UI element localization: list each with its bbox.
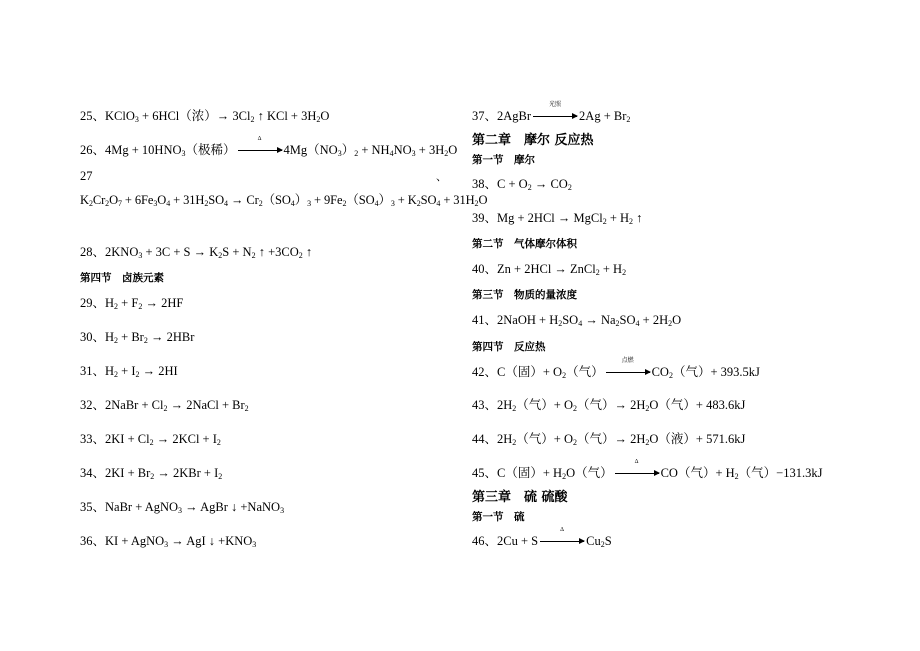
equation-42: 42、C（固）+ $O_2$（气） 点燃 $CO_2$（气）+ 393.5kJ <box>472 358 760 380</box>
equation-41: 41、2NaOH + $H_2SO_4 \to Na_2SO_4 + 2H_2O$ <box>472 313 682 328</box>
equation-39: 39、Mg + 2HCl → MgCl$_2$ + $H_2$ ↑ <box>472 211 643 226</box>
reaction-arrow: 点燃 <box>606 365 650 381</box>
equation-36: 36、KI + AgNO$_3$ → AgI ↓ $+KNO_3$ <box>80 534 257 549</box>
equation-25: 25、KClO$_3$ + 6HCl（浓）→ $3Cl_2$ ↑ KCl + $3H_2O$ <box>80 109 330 124</box>
equation-40: 40、Zn + 2HCl → ZnCl$_2$ + $H_2$ <box>472 262 627 277</box>
section-heading-mole: 第一节 摩尔 <box>472 154 535 166</box>
equation-32: 32、2NaBr + $Cl_2$ → 2NaCl + $Br_2$ <box>80 398 249 413</box>
equation-33: 33、$2KI + Cl_2 \to 2KCl + I_2$ <box>80 432 221 447</box>
reaction-arrow: 光照 <box>533 109 577 125</box>
chapter-heading-mole: 第二章 摩尔 反应热 <box>472 133 594 148</box>
reaction-arrow: Δ <box>540 534 584 550</box>
chapter-heading-sulfur: 第三章 硫 硫酸 <box>472 490 568 505</box>
equation-46: 46、2Cu + S Δ $Cu_2S$ <box>472 527 612 549</box>
equation-26: 26、$4Mg + 10HNO_3$（极稀） Δ $4Mg(NO_3)_2 + NH_4NO_3 + 3H_2O$ <box>80 136 458 158</box>
equation-30: 30、$H_2 + Br_2 \to 2HBr$ <box>80 330 195 345</box>
section-heading-sulfur: 第一节 硫 <box>472 511 525 523</box>
equation-38: 38、$C + O_2 \to CO_2$ <box>472 177 572 192</box>
section-heading-gas-molar-volume: 第二节 气体摩尔体积 <box>472 238 577 250</box>
reaction-arrow: Δ <box>238 143 282 159</box>
equation-37: 37、2AgBr 光照 $2Ag + Br_2$ <box>472 102 631 124</box>
equation-27-mark: 、 <box>436 171 447 183</box>
section-heading-reaction-heat: 第四节 反应热 <box>472 341 546 353</box>
equation-27: $K_2Cr_2O_7 + 6Fe_3O_4 + 31H_2SO_4 \to Cr_2(SO_4)_3 + 9Fe_2(SO_4)_3 + K_2SO_4 + 31H_2O$ <box>80 193 488 208</box>
reaction-arrow: Δ <box>615 466 659 482</box>
equation-27-number: 27 <box>80 169 93 183</box>
equation-43: 43、$2H_2$（气）+ $O_2$（气）→ $2H_2O$（气）+ 483.6kJ <box>472 398 746 413</box>
equation-45: 45、C（固）+ $H_2O$（气） Δ CO（气）+ $H_2$（气）−131.3kJ <box>472 459 823 481</box>
equation-44: 44、$2H_2$（气）+ $O_2$（气）→ $2H_2O$（液）+ 571.6kJ <box>472 432 746 447</box>
equation-31: 31、$H_2 + I_2 \to 2HI$ <box>80 364 178 379</box>
equation-28: 28、$2KNO_3 + 3C + S \to K_2S + N_2$ ↑ $+3CO_2$ ↑ <box>80 245 313 260</box>
section-heading-concentration: 第三节 物质的量浓度 <box>472 289 577 301</box>
equation-29: 29、$H_2 + F_2 \to 2HF$ <box>80 296 184 311</box>
section-heading-halogens: 第四节 卤族元素 <box>80 272 164 284</box>
equation-35: 35、NaBr + AgNO$_3$ → AgBr ↓ +NaNO$_3$ <box>80 500 285 515</box>
equation-34: 34、$2KI + Br_2 \to 2KBr + I_2$ <box>80 466 223 481</box>
